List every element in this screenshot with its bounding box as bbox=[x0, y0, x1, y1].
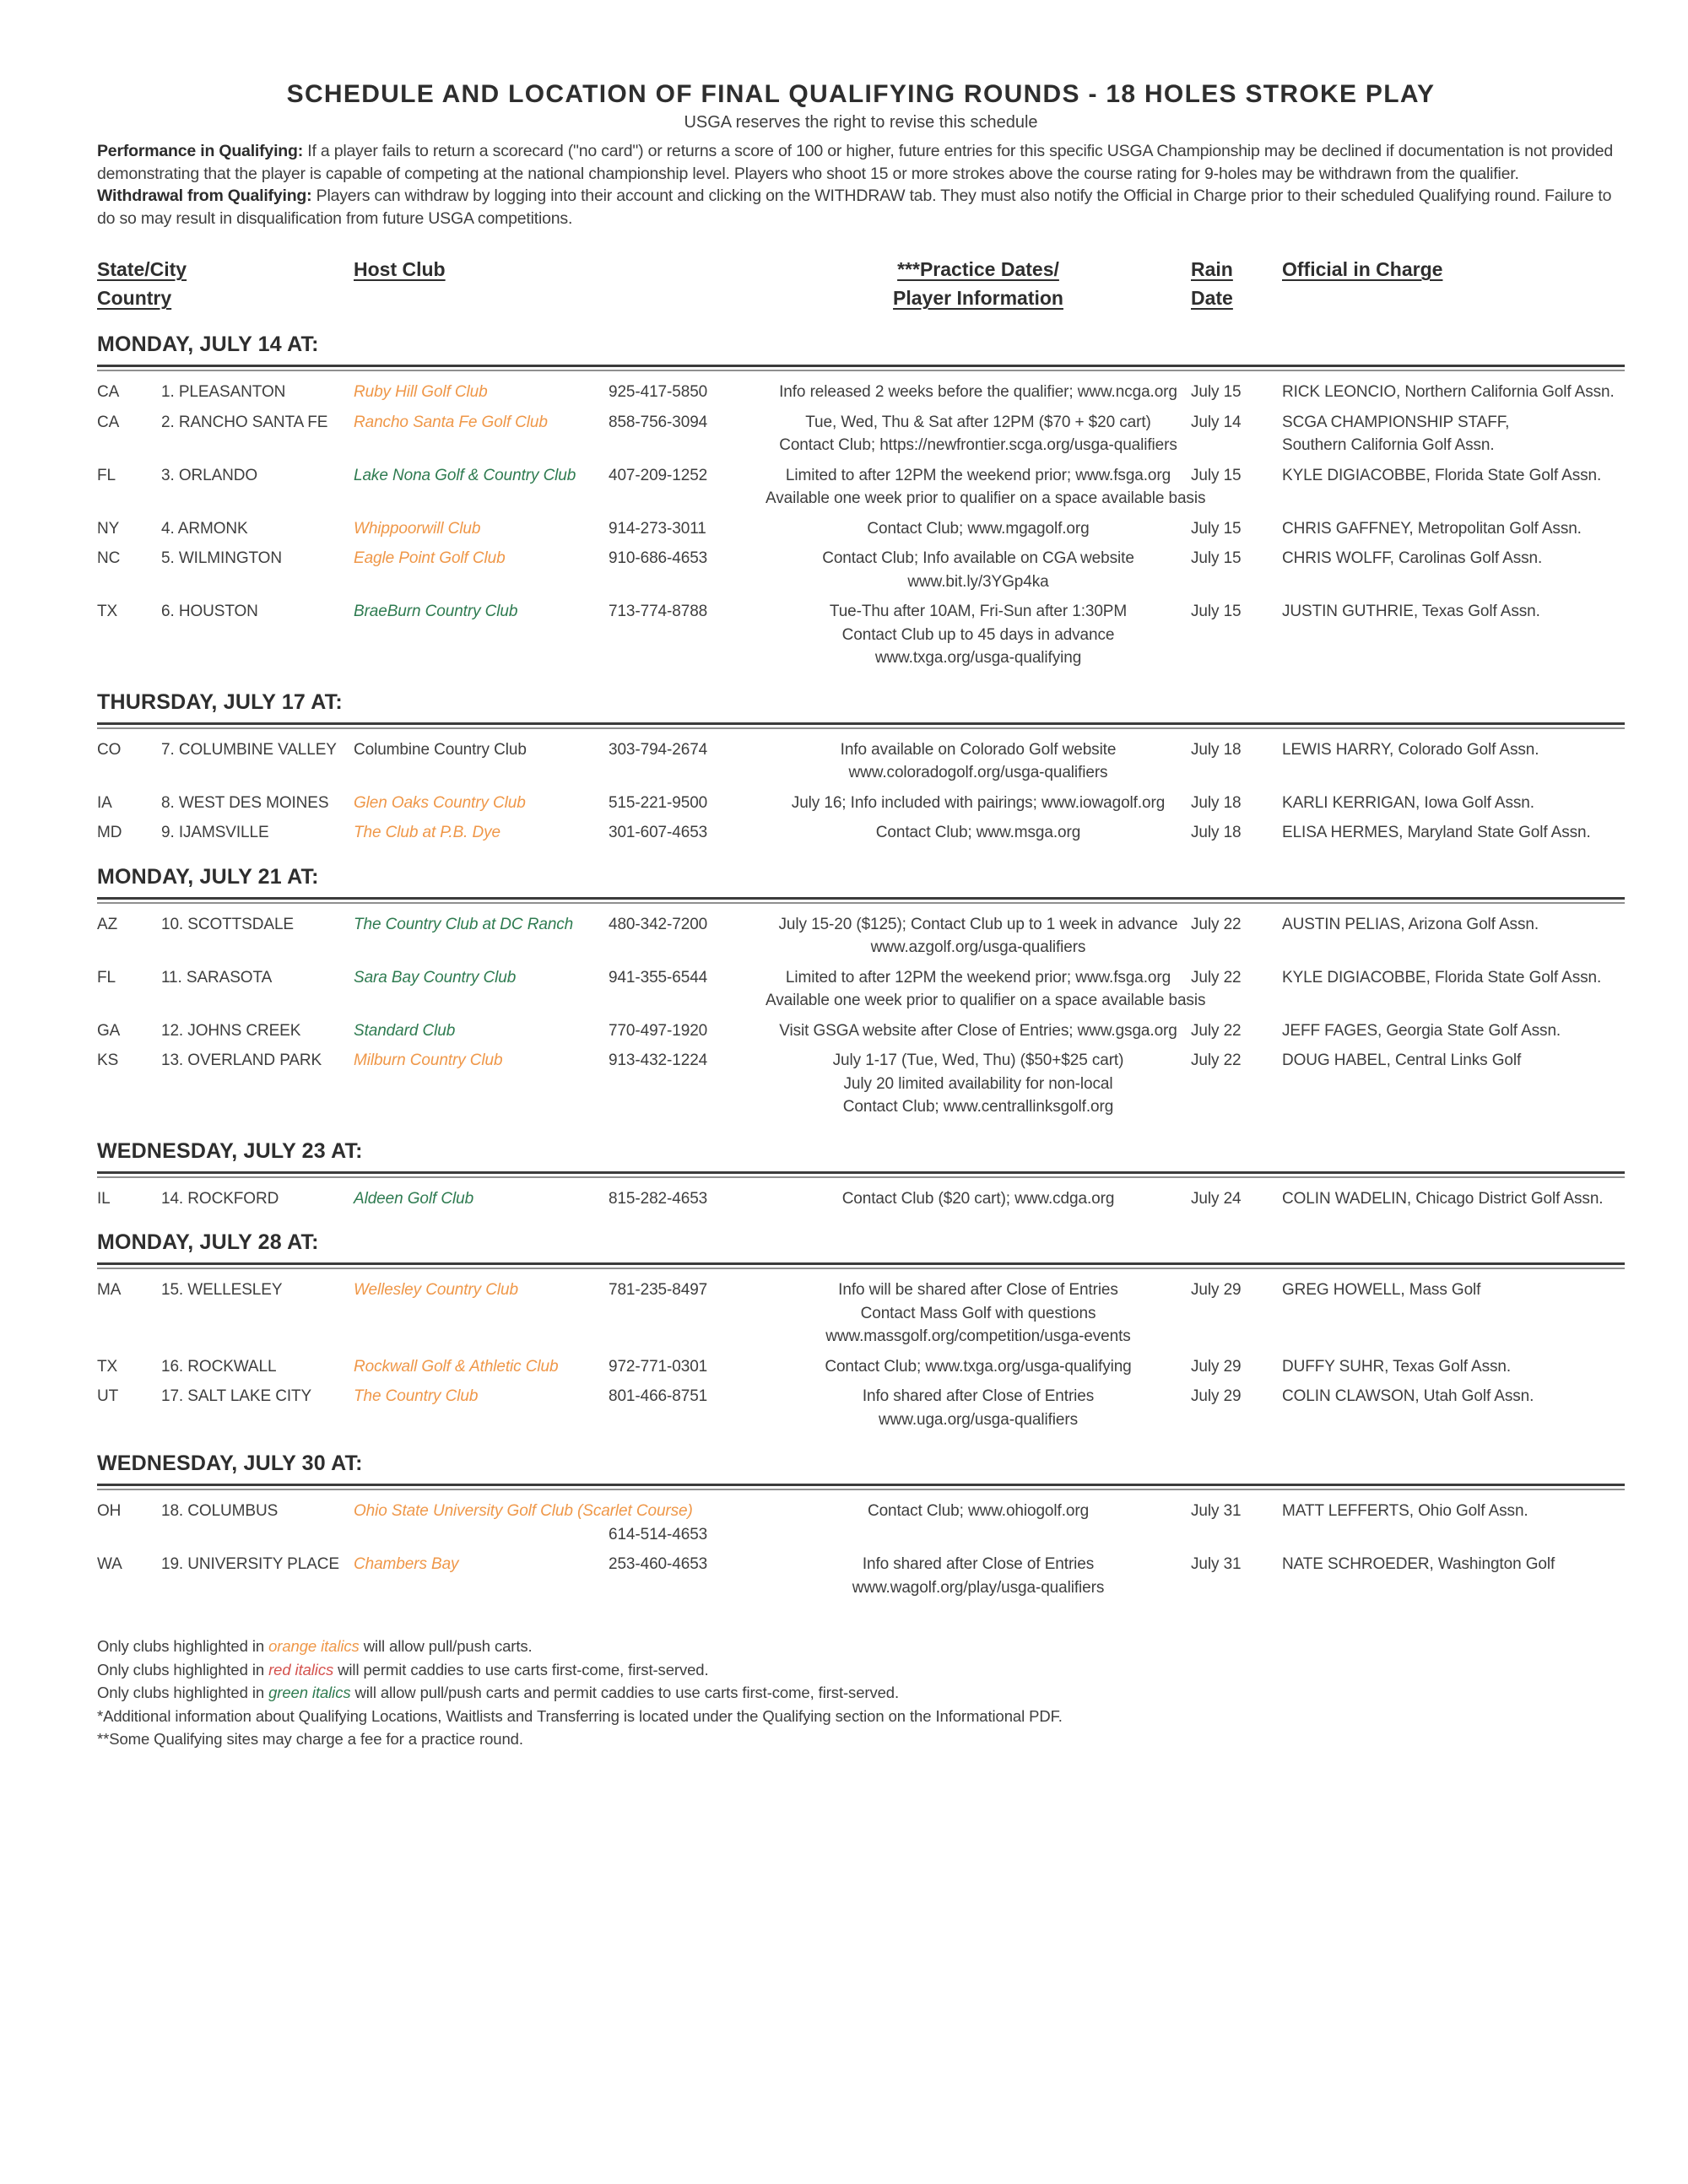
phone-line: 801-466-8751 bbox=[609, 1387, 708, 1405]
section-heading: WEDNESDAY, JULY 30 AT: bbox=[97, 1451, 363, 1475]
rain-date-cell: July 29 bbox=[1191, 1281, 1242, 1299]
phone-cell bbox=[609, 517, 766, 541]
club-name: BraeBurn Country Club bbox=[354, 603, 518, 620]
phone-cell bbox=[609, 1279, 766, 1349]
table-row bbox=[97, 1049, 1625, 1119]
state-cell: FL bbox=[97, 968, 116, 987]
table-row bbox=[97, 1355, 1625, 1379]
rain-date-cell: July 15 bbox=[1191, 603, 1242, 620]
phone-cell bbox=[609, 1385, 766, 1431]
section-heading: MONDAY, JULY 14 AT: bbox=[97, 332, 319, 356]
rain-date-cell: July 31 bbox=[1191, 1502, 1242, 1520]
rain-date-cell: July 29 bbox=[1191, 1357, 1242, 1376]
phone-line: 910-686-4653 bbox=[609, 549, 708, 567]
city-cell: 7. COLUMBINE VALLEY bbox=[161, 740, 337, 759]
official-cell bbox=[1282, 913, 1625, 960]
official-cell bbox=[1282, 738, 1625, 785]
club-name: Chambers Bay bbox=[354, 1555, 459, 1573]
state-cell: IA bbox=[97, 793, 112, 812]
practice-info-cell bbox=[766, 1553, 1191, 1599]
section-rule bbox=[97, 722, 1625, 729]
page-title: SCHEDULE AND LOCATION OF FINAL QUALIFYING ROUNDS - 18 HOLES STROKE PLAY bbox=[286, 80, 1436, 108]
footnote-color-term: orange italics bbox=[268, 1637, 360, 1655]
city-cell: 6. HOUSTON bbox=[161, 603, 258, 620]
official-cell bbox=[1282, 1500, 1625, 1546]
club-name: Standard Club bbox=[354, 1021, 456, 1040]
official-line: COLIN CLAWSON, Utah Golf Assn. bbox=[1282, 1387, 1534, 1405]
rain-date-cell: July 18 bbox=[1191, 740, 1242, 759]
official-cell bbox=[1282, 464, 1625, 511]
state-cell: NC bbox=[97, 549, 121, 567]
rain-date-cell: July 18 bbox=[1191, 793, 1242, 812]
table-header bbox=[97, 255, 1625, 312]
footnote-text: will permit caddies to use carts first-come, first-served. bbox=[333, 1660, 709, 1679]
official-cell bbox=[1282, 547, 1625, 593]
table-row bbox=[97, 1279, 1625, 1349]
table-row bbox=[97, 547, 1625, 593]
club-name: Whippoorwill Club bbox=[354, 519, 481, 538]
practice-info-cell bbox=[766, 381, 1191, 404]
club-name: Glen Oaks Country Club bbox=[354, 793, 526, 812]
phone-line: 515-221-9500 bbox=[609, 793, 708, 812]
official-line: NATE SCHROEDER, Washington Golf bbox=[1282, 1555, 1555, 1573]
phone-line: 253-460-4653 bbox=[609, 1555, 708, 1573]
official-line: GREG HOWELL, Mass Golf bbox=[1282, 1281, 1481, 1299]
club-name: Ruby Hill Golf Club bbox=[354, 383, 488, 401]
header-date: Date bbox=[1191, 287, 1233, 309]
official-cell bbox=[1282, 1279, 1625, 1349]
phone-line: 925-417-5850 bbox=[609, 383, 708, 401]
official-line: KYLE DIGIACOBBE, Florida State Golf Assn. bbox=[1282, 466, 1602, 484]
rain-date-cell: July 22 bbox=[1191, 915, 1242, 933]
header-host-club-label: Host Club bbox=[354, 258, 446, 280]
notice-withdrawal-lead: Withdrawal from Qualifying: bbox=[97, 187, 312, 205]
practice-line: July 1-17 (Tue, Wed, Thu) ($50+$25 cart) bbox=[832, 1051, 1124, 1069]
official-line: RICK LEONCIO, Northern California Golf Assn. bbox=[1282, 383, 1615, 401]
rain-date-cell: July 18 bbox=[1191, 824, 1242, 841]
phone-cell bbox=[609, 1355, 766, 1379]
practice-line: www.bit.ly/3YGp4ka bbox=[907, 572, 1049, 591]
practice-info-cell bbox=[766, 464, 1206, 511]
phone-cell bbox=[609, 1500, 766, 1546]
rain-date-cell: July 15 bbox=[1191, 549, 1242, 567]
practice-line: Contact Club ($20 cart); www.cdga.org bbox=[841, 1189, 1115, 1208]
official-cell bbox=[1282, 1049, 1625, 1119]
official-cell bbox=[1282, 792, 1625, 815]
practice-info-cell bbox=[766, 913, 1191, 960]
state-cell: UT bbox=[97, 1387, 119, 1405]
city-cell: 19. UNIVERSITY PLACE bbox=[161, 1555, 339, 1573]
official-cell bbox=[1282, 411, 1625, 457]
phone-line: 770-497-1920 bbox=[609, 1021, 708, 1040]
practice-line: Contact Club; www.ohiogolf.org bbox=[867, 1502, 1090, 1520]
practice-line: Contact Club; www.msga.org bbox=[875, 824, 1081, 841]
phone-line: 815-282-4653 bbox=[609, 1189, 708, 1208]
practice-line: Contact Club; Info available on CGA website bbox=[822, 549, 1134, 567]
practice-line: Available one week prior to qualifier on a space available basis bbox=[766, 992, 1206, 1009]
page-subtitle: USGA reserves the right to revise this schedule bbox=[684, 113, 1038, 132]
section-rule bbox=[97, 897, 1625, 904]
practice-line: Contact Club; www.centrallinksgolf.org bbox=[842, 1098, 1114, 1116]
header-rain: Rain bbox=[1191, 258, 1233, 280]
city-cell: 2. RANCHO SANTA FE bbox=[161, 413, 328, 431]
club-name: The Country Club at DC Ranch bbox=[354, 915, 574, 933]
schedule-sections bbox=[97, 332, 1625, 1599]
practice-info-cell bbox=[766, 547, 1191, 593]
state-cell: MD bbox=[97, 824, 122, 841]
club-name: Ohio State University Golf Club (Scarlet Course) bbox=[354, 1502, 693, 1520]
practice-info-cell bbox=[766, 1385, 1191, 1431]
phone-line: 941-355-6544 bbox=[609, 968, 708, 987]
practice-line: Info released 2 weeks before the qualifier; www.ncga.org bbox=[779, 383, 1177, 401]
table-row bbox=[97, 464, 1625, 511]
header-official-in-charge bbox=[1282, 255, 1625, 312]
official-line: ELISA HERMES, Maryland State Golf Assn. bbox=[1282, 824, 1591, 841]
table-row bbox=[97, 1500, 1625, 1546]
phone-cell bbox=[609, 792, 766, 815]
notice-withdrawal-text: Players can withdraw by logging into their account and clicking on the WITHDRAW tab. They must also notify the Official in Charge prior to their scheduled Qualifying round. Failure to do so may result in disqualification from future USGA competitions. bbox=[97, 187, 1612, 228]
header-rain-date bbox=[1191, 255, 1282, 312]
official-line: JUSTIN GUTHRIE, Texas Golf Assn. bbox=[1282, 603, 1540, 620]
rain-date-cell: July 15 bbox=[1191, 383, 1242, 401]
city-cell: 12. JOHNS CREEK bbox=[161, 1021, 301, 1040]
practice-line: www.coloradogolf.org/usga-qualifiers bbox=[848, 764, 1108, 781]
practice-info-cell bbox=[766, 1500, 1191, 1546]
header-country: Country bbox=[97, 287, 172, 309]
phone-cell bbox=[609, 913, 766, 960]
phone-line: 913-432-1224 bbox=[609, 1051, 708, 1069]
phone-line: 972-771-0301 bbox=[609, 1357, 708, 1376]
phone-cell bbox=[609, 1019, 766, 1043]
official-cell bbox=[1282, 966, 1625, 1013]
phone-cell bbox=[609, 547, 766, 593]
table-row bbox=[97, 792, 1625, 815]
table-row bbox=[97, 1187, 1625, 1211]
practice-info-cell bbox=[766, 738, 1191, 785]
phone-cell bbox=[609, 600, 766, 670]
footnote-line bbox=[97, 1658, 1625, 1682]
state-cell: TX bbox=[97, 1357, 118, 1376]
practice-line: Info shared after Close of Entries bbox=[862, 1555, 1095, 1573]
table-row bbox=[97, 966, 1625, 1013]
club-name: Milburn Country Club bbox=[354, 1051, 503, 1069]
rain-date-cell: July 29 bbox=[1191, 1387, 1242, 1405]
practice-line: www.uga.org/usga-qualifiers bbox=[879, 1410, 1078, 1429]
club-name: Eagle Point Golf Club bbox=[354, 549, 506, 567]
official-cell bbox=[1282, 1019, 1625, 1043]
table-row bbox=[97, 1385, 1625, 1431]
header-state-city-country bbox=[97, 255, 354, 312]
section-heading: MONDAY, JULY 28 AT: bbox=[97, 1230, 319, 1254]
state-cell: KS bbox=[97, 1051, 119, 1069]
official-cell bbox=[1282, 1553, 1625, 1599]
official-line: SCGA CHAMPIONSHIP STAFF, bbox=[1282, 413, 1510, 431]
state-cell: FL bbox=[97, 466, 116, 484]
city-cell: 18. COLUMBUS bbox=[161, 1502, 279, 1520]
table-row bbox=[97, 1553, 1625, 1599]
official-line: CHRIS GAFFNEY, Metropolitan Golf Assn. bbox=[1282, 519, 1582, 538]
phone-cell bbox=[609, 381, 766, 404]
practice-line: Contact Club up to 45 days in advance bbox=[841, 625, 1115, 644]
practice-line: July 16; Info included with pairings; www.iowagolf.org bbox=[791, 793, 1166, 812]
state-cell: CA bbox=[97, 413, 120, 431]
table-row bbox=[97, 913, 1625, 960]
footnote-color-term: red italics bbox=[268, 1660, 334, 1679]
city-cell: 17. SALT LAKE CITY bbox=[161, 1387, 312, 1405]
practice-line: Available one week prior to qualifier on a space available basis bbox=[766, 489, 1206, 507]
rain-date-cell: July 24 bbox=[1191, 1189, 1242, 1208]
rain-date-cell: July 22 bbox=[1191, 1021, 1242, 1040]
table-row bbox=[97, 821, 1625, 845]
state-cell: NY bbox=[97, 519, 120, 538]
club-name: Columbine Country Club bbox=[354, 740, 527, 759]
city-cell: 9. IJAMSVILLE bbox=[161, 824, 269, 841]
city-cell: 4. ARMONK bbox=[161, 519, 248, 538]
footnote-line: **Some Qualifying sites may charge a fee for a practice round. bbox=[97, 1730, 523, 1748]
practice-info-cell bbox=[766, 966, 1206, 1013]
official-line: COLIN WADELIN, Chicago District Golf Assn. bbox=[1282, 1189, 1604, 1208]
header-practice-dates bbox=[766, 255, 1191, 312]
practice-info-cell bbox=[766, 1019, 1191, 1043]
phone-line bbox=[609, 1500, 766, 1523]
official-line: KYLE DIGIACOBBE, Florida State Golf Assn. bbox=[1282, 968, 1602, 987]
rain-date-cell: July 15 bbox=[1191, 519, 1242, 538]
practice-line: Tue, Wed, Thu & Sat after 12PM ($70 + $20 cart) bbox=[805, 413, 1151, 431]
official-line: AUSTIN PELIAS, Arizona Golf Assn. bbox=[1282, 915, 1539, 933]
official-cell bbox=[1282, 517, 1625, 541]
table-row bbox=[97, 381, 1625, 404]
practice-info-cell bbox=[766, 792, 1191, 815]
state-cell: MA bbox=[97, 1281, 122, 1299]
phone-line: 781-235-8497 bbox=[609, 1281, 708, 1299]
official-line: CHRIS WOLFF, Carolinas Golf Assn. bbox=[1282, 549, 1543, 567]
phone-cell bbox=[609, 1187, 766, 1211]
header-state-city: State/City bbox=[97, 258, 187, 280]
practice-info-cell bbox=[766, 517, 1191, 541]
state-cell: CO bbox=[97, 740, 122, 759]
official-line: MATT LEFFERTS, Ohio Golf Assn. bbox=[1282, 1502, 1528, 1520]
phone-cell bbox=[609, 411, 766, 457]
official-line: DUFFY SUHR, Texas Golf Assn. bbox=[1282, 1357, 1512, 1376]
official-cell bbox=[1282, 1187, 1625, 1211]
phone-cell bbox=[609, 1553, 766, 1599]
city-cell: 5. WILMINGTON bbox=[161, 549, 282, 567]
section-rule bbox=[97, 1171, 1625, 1178]
table-row bbox=[97, 738, 1625, 785]
state-cell: AZ bbox=[97, 915, 118, 933]
table-row bbox=[97, 411, 1625, 457]
state-cell: OH bbox=[97, 1502, 122, 1520]
section-heading: THURSDAY, JULY 17 AT: bbox=[97, 689, 343, 714]
section-rule bbox=[97, 1484, 1625, 1490]
official-cell bbox=[1282, 600, 1625, 670]
city-cell: 13. OVERLAND PARK bbox=[161, 1051, 322, 1069]
rain-date-cell: July 22 bbox=[1191, 1051, 1242, 1069]
city-cell: 16. ROCKWALL bbox=[161, 1357, 277, 1376]
official-cell bbox=[1282, 821, 1625, 845]
state-cell: TX bbox=[97, 603, 118, 620]
city-cell: 15. WELLESLEY bbox=[161, 1281, 283, 1299]
phone-cell bbox=[609, 821, 766, 845]
practice-line: July 20 limited availability for non-local bbox=[843, 1074, 1113, 1093]
official-cell bbox=[1282, 1355, 1625, 1379]
practice-line: Contact Mass Golf with questions bbox=[860, 1304, 1096, 1322]
club-name: Aldeen Golf Club bbox=[354, 1189, 474, 1208]
footnote-line bbox=[97, 1635, 1625, 1658]
notices bbox=[97, 140, 1625, 230]
practice-line: July 15-20 ($125); Contact Club up to 1 week in advance bbox=[778, 915, 1178, 933]
city-cell: 14. ROCKFORD bbox=[161, 1189, 279, 1208]
footnotes bbox=[97, 1635, 1625, 1751]
phone-line: 407-209-1252 bbox=[609, 466, 708, 484]
official-line: Southern California Golf Assn. bbox=[1282, 436, 1495, 454]
header-practice-dates-line1: ***Practice Dates/ bbox=[897, 258, 1059, 280]
rain-date-cell: July 31 bbox=[1191, 1555, 1242, 1573]
rain-date-cell: July 14 bbox=[1191, 413, 1242, 431]
notice-performance-text: If a player fails to return a scorecard ("no card") or returns a score of 100 or higher, future entries for this specific USGA Championship may be declined if documentation is not provided demonstrating that the player is capable of competing at the national championship level. Players who shoot 15 or more strokes above the course rating for 9-holes may be withdrawn from the qualifier. bbox=[97, 142, 1614, 183]
practice-line: www.azgolf.org/usga-qualifiers bbox=[870, 938, 1086, 956]
section-rule bbox=[97, 365, 1625, 371]
header-host-club bbox=[354, 255, 766, 312]
club-name: Rancho Santa Fe Golf Club bbox=[354, 413, 548, 431]
official-cell bbox=[1282, 381, 1625, 404]
section-heading: MONDAY, JULY 21 AT: bbox=[97, 864, 319, 889]
city-cell: 10. SCOTTSDALE bbox=[161, 915, 294, 933]
practice-line: Visit GSGA website after Close of Entries; www.gsga.org bbox=[779, 1021, 1177, 1040]
club-name: The Country Club bbox=[354, 1387, 479, 1405]
rain-date-cell: July 15 bbox=[1191, 466, 1242, 484]
table-row bbox=[97, 517, 1625, 541]
footnote-color-term: green italics bbox=[268, 1684, 351, 1701]
phone-line: 480-342-7200 bbox=[609, 915, 708, 933]
phone-line: 858-756-3094 bbox=[609, 413, 708, 431]
practice-line: www.wagolf.org/play/usga-qualifiers bbox=[852, 1578, 1105, 1597]
club-name: Sara Bay Country Club bbox=[354, 968, 517, 987]
phone-line: 301-607-4653 bbox=[609, 824, 708, 841]
table-row bbox=[97, 600, 1625, 670]
state-cell: WA bbox=[97, 1555, 122, 1573]
footnote-line bbox=[97, 1681, 1625, 1705]
club-name: The Club at P.B. Dye bbox=[354, 824, 501, 841]
document-page bbox=[97, 80, 1625, 1751]
city-cell: 8. WEST DES MOINES bbox=[161, 793, 329, 812]
practice-line: Contact Club; www.txga.org/usga-qualifying bbox=[825, 1357, 1132, 1376]
state-cell: CA bbox=[97, 383, 120, 401]
practice-line: Limited to after 12PM the weekend prior; www.fsga.org bbox=[785, 968, 1171, 987]
header-official-in-charge-label: Official in Charge bbox=[1282, 258, 1443, 280]
footnote-text: will allow pull/push carts and permit caddies to use carts first-come, first-served. bbox=[350, 1684, 900, 1701]
phone-cell bbox=[609, 464, 766, 511]
footnote-text: will allow pull/push carts. bbox=[359, 1637, 533, 1655]
phone-line: 614-514-4653 bbox=[609, 1525, 708, 1543]
official-line: KARLI KERRIGAN, Iowa Golf Assn. bbox=[1282, 793, 1534, 812]
city-cell: 3. ORLANDO bbox=[161, 466, 258, 484]
official-cell bbox=[1282, 1385, 1625, 1431]
practice-info-cell bbox=[766, 1279, 1191, 1349]
phone-cell bbox=[609, 1049, 766, 1119]
footnote-text: Only clubs highlighted in bbox=[97, 1660, 269, 1679]
footnote-text: Only clubs highlighted in bbox=[97, 1637, 269, 1655]
practice-line: Contact Club; https://newfrontier.scga.org/usga-qualifiers bbox=[779, 436, 1177, 454]
section-rule bbox=[97, 1262, 1625, 1269]
phone-cell bbox=[609, 738, 766, 785]
city-cell: 11. SARASOTA bbox=[161, 968, 273, 987]
official-line: DOUG HABEL, Central Links Golf bbox=[1282, 1051, 1522, 1069]
state-cell: IL bbox=[97, 1189, 111, 1208]
practice-line: Info shared after Close of Entries bbox=[862, 1387, 1095, 1405]
practice-info-cell bbox=[766, 821, 1191, 845]
phone-line: 914-273-3011 bbox=[609, 519, 706, 538]
footnote-text: Only clubs highlighted in bbox=[97, 1684, 269, 1701]
practice-line: Contact Club; www.mgagolf.org bbox=[867, 519, 1090, 538]
practice-line: Tue-Thu after 10AM, Fri-Sun after 1:30PM bbox=[829, 603, 1128, 620]
practice-info-cell bbox=[766, 1049, 1191, 1119]
practice-info-cell bbox=[766, 1355, 1191, 1379]
practice-info-cell bbox=[766, 1187, 1191, 1211]
city-cell: 1. PLEASANTON bbox=[161, 383, 286, 401]
table-row bbox=[97, 1019, 1625, 1043]
club-name: Lake Nona Golf & Country Club bbox=[354, 466, 576, 484]
practice-line: Limited to after 12PM the weekend prior; www.fsga.org bbox=[785, 466, 1171, 484]
official-line: JEFF FAGES, Georgia State Golf Assn. bbox=[1282, 1021, 1561, 1040]
practice-line: www.txga.org/usga-qualifying bbox=[874, 649, 1082, 667]
section-heading: WEDNESDAY, JULY 23 AT: bbox=[97, 1138, 363, 1163]
notice-withdrawal bbox=[97, 185, 1625, 230]
practice-line: www.massgolf.org/competition/usga-events bbox=[825, 1327, 1131, 1345]
notice-performance-lead: Performance in Qualifying: bbox=[97, 142, 304, 160]
phone-cell bbox=[609, 966, 766, 1013]
rain-date-cell: July 22 bbox=[1191, 968, 1242, 987]
notice-performance bbox=[97, 140, 1625, 185]
header-player-information: Player Information bbox=[893, 287, 1063, 309]
official-line: LEWIS HARRY, Colorado Golf Assn. bbox=[1282, 740, 1539, 759]
phone-line: 303-794-2674 bbox=[609, 740, 708, 759]
state-cell: GA bbox=[97, 1021, 121, 1040]
footnote-line: *Additional information about Qualifying Locations, Waitlists and Transferring is located under the Qualifying section on the Informational PDF. bbox=[97, 1706, 1063, 1725]
practice-line: Info available on Colorado Golf website bbox=[840, 740, 1117, 759]
club-name: Wellesley Country Club bbox=[354, 1281, 518, 1299]
practice-line: Info will be shared after Close of Entries bbox=[838, 1281, 1118, 1299]
phone-line: 713-774-8788 bbox=[609, 603, 708, 620]
practice-info-cell bbox=[766, 600, 1191, 670]
club-name: Rockwall Golf & Athletic Club bbox=[354, 1357, 559, 1376]
practice-info-cell bbox=[766, 411, 1191, 457]
